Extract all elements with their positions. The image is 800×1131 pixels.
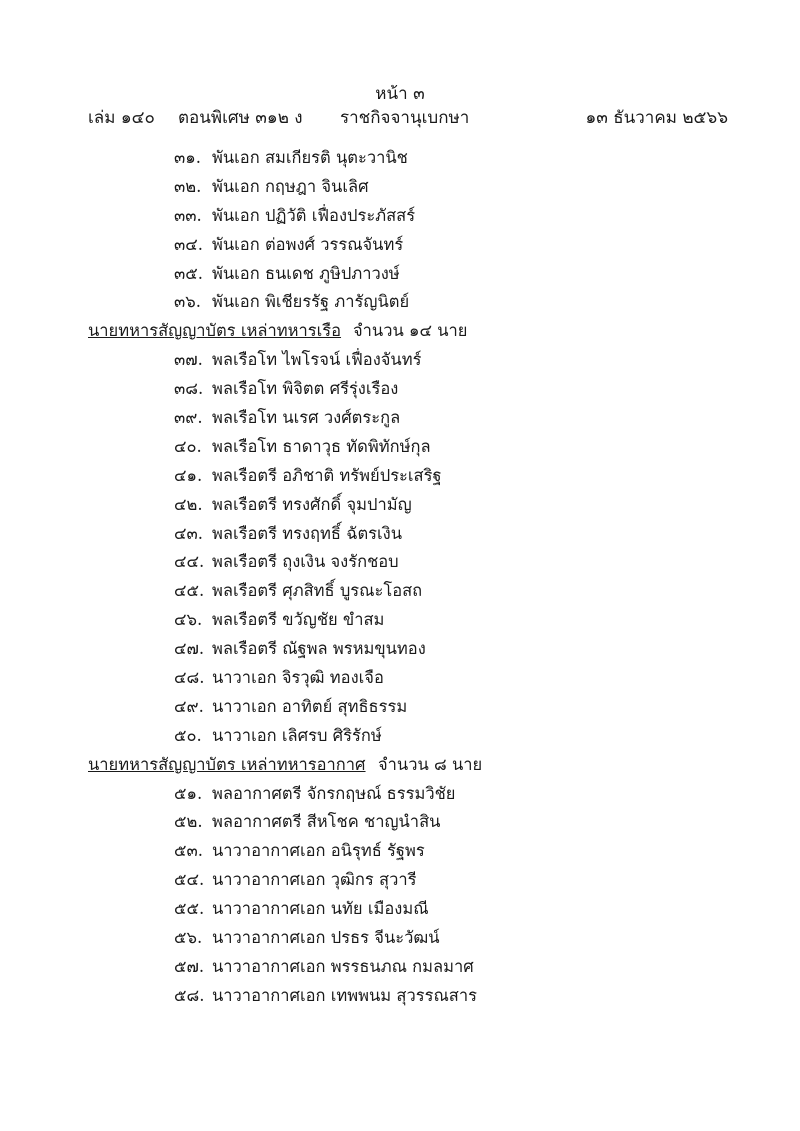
person-name: นาวาเอก เลิศรบ ศิริรักษ์	[212, 725, 382, 745]
item-number: ๕๑.	[174, 783, 203, 803]
person-name: พันเอก ต่อพงศ์ วรรณจันทร์	[212, 234, 404, 254]
page-number: หน้า ๓	[375, 84, 425, 104]
item-number: ๓๗.	[174, 350, 203, 370]
item-number: ๔๑.	[174, 465, 203, 485]
person-name: พลเรือตรี ถุงเงิน จงรักชอบ	[212, 552, 399, 572]
item-number: ๓๑.	[174, 148, 201, 167]
person-name: นาวาอากาศเอก พรรธนภณ กมลมาศ	[212, 956, 474, 976]
person-name: นาวาอากาศเอก ปรธร จีนะวัฒน์	[212, 928, 440, 948]
name-list	[0, 144, 800, 1011]
list-item	[0, 433, 800, 462]
list-item	[0, 866, 800, 895]
list-item	[0, 288, 800, 317]
item-number: ๔๐.	[174, 436, 202, 456]
person-name: พลเรือตรี ศุภสิทธิ์ บูรณะโอสถ	[212, 581, 423, 601]
person-name: พลอากาศตรี จักรกฤษณ์ ธรรมวิชัย	[212, 783, 456, 803]
volume-number: เล่ม ๑๔๐	[88, 108, 155, 128]
publication-date: ๑๓ ธันวาคม ๒๕๖๖	[585, 108, 728, 128]
list-item	[0, 462, 800, 491]
list-item	[0, 260, 800, 289]
item-number: ๓๙.	[174, 408, 203, 428]
item-number: ๓๖.	[174, 292, 201, 312]
person-name: นาวาเอก จิรวุฒิ ทองเจือ	[212, 668, 384, 688]
person-name: พันเอก ธนเดช ภูษิปภาวงษ์	[212, 263, 400, 283]
person-name: พลเรือตรี ทรงศักดิ์ จุมปามัญ	[212, 494, 412, 514]
list-item	[0, 606, 800, 635]
list-item	[0, 635, 800, 664]
section-number: ตอนพิเศษ ๓๑๒ ง	[178, 108, 303, 128]
item-number: ๔๗.	[174, 639, 205, 659]
list-item	[0, 375, 800, 404]
list-item	[0, 144, 800, 173]
item-number: ๕๒.	[174, 812, 203, 832]
list-item	[0, 895, 800, 924]
item-number: ๓๔.	[174, 234, 204, 254]
section-heading	[0, 751, 800, 780]
item-number: ๕๐.	[174, 725, 202, 745]
person-name: พันเอก กฤษฎา จินเลิศ	[212, 176, 369, 196]
person-name: พลเรือตรี ทรงฤทธิ์ ฉัตรเงิน	[212, 523, 402, 543]
list-item	[0, 982, 800, 1011]
person-name: พลเรือโท ไพโรจน์ เฟื่องจันทร์	[212, 350, 422, 370]
item-number: ๔๕.	[174, 581, 205, 601]
list-item	[0, 953, 800, 982]
person-name: พลอากาศตรี สีหโชค ชาญนำสิน	[212, 812, 441, 832]
person-name: พลเรือโท ธาดาวุธ ทัดพิทักษ์กุล	[212, 436, 431, 456]
item-number: ๕๘.	[174, 985, 205, 1005]
item-number: ๔๓.	[174, 523, 204, 543]
section-count: จำนวน ๑๔ นาย	[353, 321, 468, 341]
person-name: พันเอก สมเกียรติ นุตะวานิช	[212, 148, 408, 167]
list-item	[0, 520, 800, 549]
item-number: ๓๘.	[174, 379, 204, 399]
list-item	[0, 837, 800, 866]
person-name: พลเรือโท นเรศ วงศ์ตระกูล	[212, 408, 401, 428]
section-title: นายทหารสัญญาบัตร เหล่าทหารเรือ	[88, 321, 342, 341]
item-number: ๕๕.	[174, 899, 205, 919]
list-item	[0, 491, 800, 520]
gazette-header	[88, 104, 728, 130]
person-name: นาวาอากาศเอก นทัย เมืองมณี	[212, 899, 429, 919]
item-number: ๓๓.	[174, 205, 202, 225]
person-name: นาวาเอก อาทิตย์ สุทธิธรรม	[212, 696, 408, 716]
list-item	[0, 548, 800, 577]
list-item	[0, 924, 800, 953]
person-name: นาวาอากาศเอก อนิรุทธ์ รัฐพร	[212, 841, 425, 861]
person-name: นาวาอากาศเอก เทพพนม สุวรรณสาร	[212, 985, 477, 1005]
person-name: พลเรือตรี ณัฐพล พรหมขุนทอง	[212, 639, 426, 659]
item-number: ๔๔.	[174, 552, 205, 572]
item-number: ๔๘.	[174, 668, 205, 688]
list-item	[0, 577, 800, 606]
item-number: ๓๕.	[174, 263, 204, 283]
list-item	[0, 664, 800, 693]
person-name: พลเรือตรี ขวัญชัย ขำสม	[212, 610, 385, 630]
publication-name: ราชกิจจานุเบกษา	[340, 108, 470, 128]
section-heading	[0, 317, 800, 346]
list-item	[0, 202, 800, 231]
person-name: พลเรือโท พิจิตต ศรีรุ่งเรือง	[212, 379, 399, 399]
list-item	[0, 231, 800, 260]
list-item	[0, 780, 800, 809]
list-item	[0, 346, 800, 375]
item-number: ๔๒.	[174, 494, 203, 514]
item-number: ๔๖.	[174, 610, 203, 630]
item-number: ๕๖.	[174, 928, 203, 948]
section-count: จำนวน ๘ นาย	[378, 754, 483, 774]
list-item	[0, 808, 800, 837]
list-item	[0, 404, 800, 433]
item-number: ๕๔.	[174, 870, 205, 890]
item-number: ๔๙.	[174, 696, 204, 716]
person-name: พันเอก พิเชียรรัฐ ภารัญนิตย์	[212, 292, 410, 312]
list-item	[0, 722, 800, 751]
list-item	[0, 693, 800, 722]
person-name: พลเรือตรี อภิชาติ ทรัพย์ประเสริฐ	[212, 465, 442, 485]
item-number: ๕๓.	[174, 841, 204, 861]
item-number: ๕๗.	[174, 956, 205, 976]
person-name: นาวาอากาศเอก วุฒิกร สุวารี	[212, 870, 417, 890]
section-title: นายทหารสัญญาบัตร เหล่าทหารอากาศ	[88, 754, 366, 774]
item-number: ๓๒.	[174, 176, 202, 196]
list-item	[0, 173, 800, 202]
person-name: พันเอก ปฏิวัติ เฟื่องประภัสสร์	[212, 205, 416, 225]
